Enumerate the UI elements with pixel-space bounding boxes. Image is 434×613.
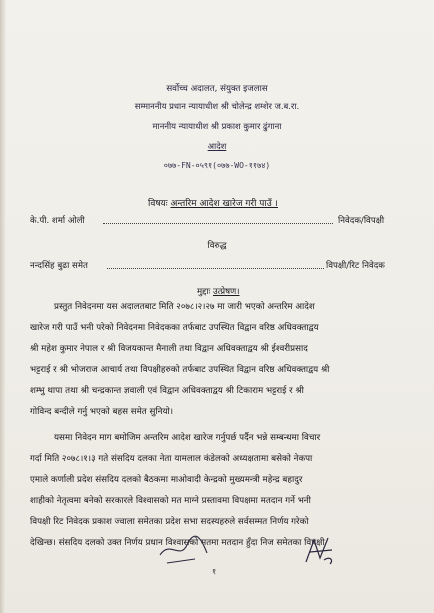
paragraph-1-line-4: भट्टराई र श्री भोजराज आचार्य तथा विपक्षीहरुको तर्फबाट उपस्थित विद्वान वरिष्ठ अधिवक्ताद्वय श्री [30,365,330,375]
signature-right [300,530,340,570]
paragraph-1-line-5: शम्भु थापा तथा श्री चन्द्रकान्त ज्ञवाली एवं विद्वान अधिवक्ताद्वय श्री टिकाराम भट्टराई र श्री [30,386,304,396]
paragraph-1-line-2: खारेज गरी पाउँ भनी परेको निवेदनमा निवेदकका तर्फबाट उपस्थित विद्वान वरिष्ठ अधिवक्ताद्वय [30,323,319,333]
page-number: १ [212,567,217,576]
subject-text: अन्तरिम आदेश खारेज गरी पाउँ । [170,199,278,209]
applicant-dotted-line [103,223,333,224]
applicant-role: निवेदक/विपक्षी [338,216,385,226]
order-label: आदेश [207,141,227,151]
case-type-label: मुद्दाः [197,287,211,297]
paragraph-2-line-3: एमाले कर्णाली प्रदेश संसदिय दलको बैठकमा माओवादी केन्द्रको मुख्यमन्त्री महेन्द्र बहादुर [30,475,303,485]
court-name: सर्वोच्च अदालत, संयुक्त इजलास [166,84,268,94]
case-number: ०७७-FN-०५९१(०७७-WO-११७४) [163,161,271,170]
case-type-line [197,285,240,297]
paragraph-2-line-1: यसमा निवेदन माग बमोजिम अन्तरिम आदेश खारेज गर्नुपर्छ पर्दैन भन्ने सम्बन्धमा विचार [54,433,321,443]
paragraph-1-line-1: प्रस्तुत निवेदनमा यस अदालतबाट मिति २०७८।२।२७ मा जारी भएको अन्तरिम आदेश [54,302,315,312]
bench-line-2: माननीय न्यायाधीश श्री प्रकाश कुमार ढुंगाना [152,121,282,131]
respondent-name: नन्दसिंह बुढा समेत [30,261,88,271]
paragraph-2-line-6: देखिन्छ। संसदिय दलको उक्त निर्णय प्रधान विश्वासको मतमा मतदान हुँदा निज समेतका विपक्षी [30,538,325,548]
paragraph-2-line-5: विपक्षी रिट निवेदक प्रकाश ज्वाला समेतका प्रदेश सभा सदस्यहरुले सर्वसम्मत निर्णय गरेको [30,517,309,527]
applicant-name: के.पी. शर्मा ओली [30,216,85,226]
case-type-text: उत्प्रेषण। [213,287,240,297]
paragraph-1-line-3: श्री महेश कुमार नेपाल र श्री विजयकान्त मैनाली तथा विद्वान अधिवक्ताद्वय श्री ईश्वरीप्रसाद [30,344,308,354]
signature-left [155,525,215,570]
subject-line [148,196,278,209]
respondent-dotted-line [107,268,324,269]
respondent-role: विपक्षी/रिट निवेदक [326,261,385,271]
bench-line-1: सम्माननीय प्रधान न्यायाधीश श्री चोलेन्द्र शम्शेर ज.ब.रा. [134,101,300,111]
paragraph-2-line-2: गर्दा मिति २०७८।१।३ गते संसदिय दलका नेता यामलाल कंडेलको अध्यक्षतामा बसेको नेकपा [30,454,313,464]
paragraph-2-line-4: शाहीको नेतृत्वमा बनेको सरकारले विश्वासको मत माग्ने प्रस्तावमा विपक्षमा मतदान गर्ने भनी [30,496,311,506]
versus-label: विरुद्ध [207,241,227,251]
paragraph-1-line-6: गोविन्द बन्दीले गर्नु भएको बहस समेत सुनियो। [30,407,174,417]
subject-label: विषयः [148,199,168,209]
